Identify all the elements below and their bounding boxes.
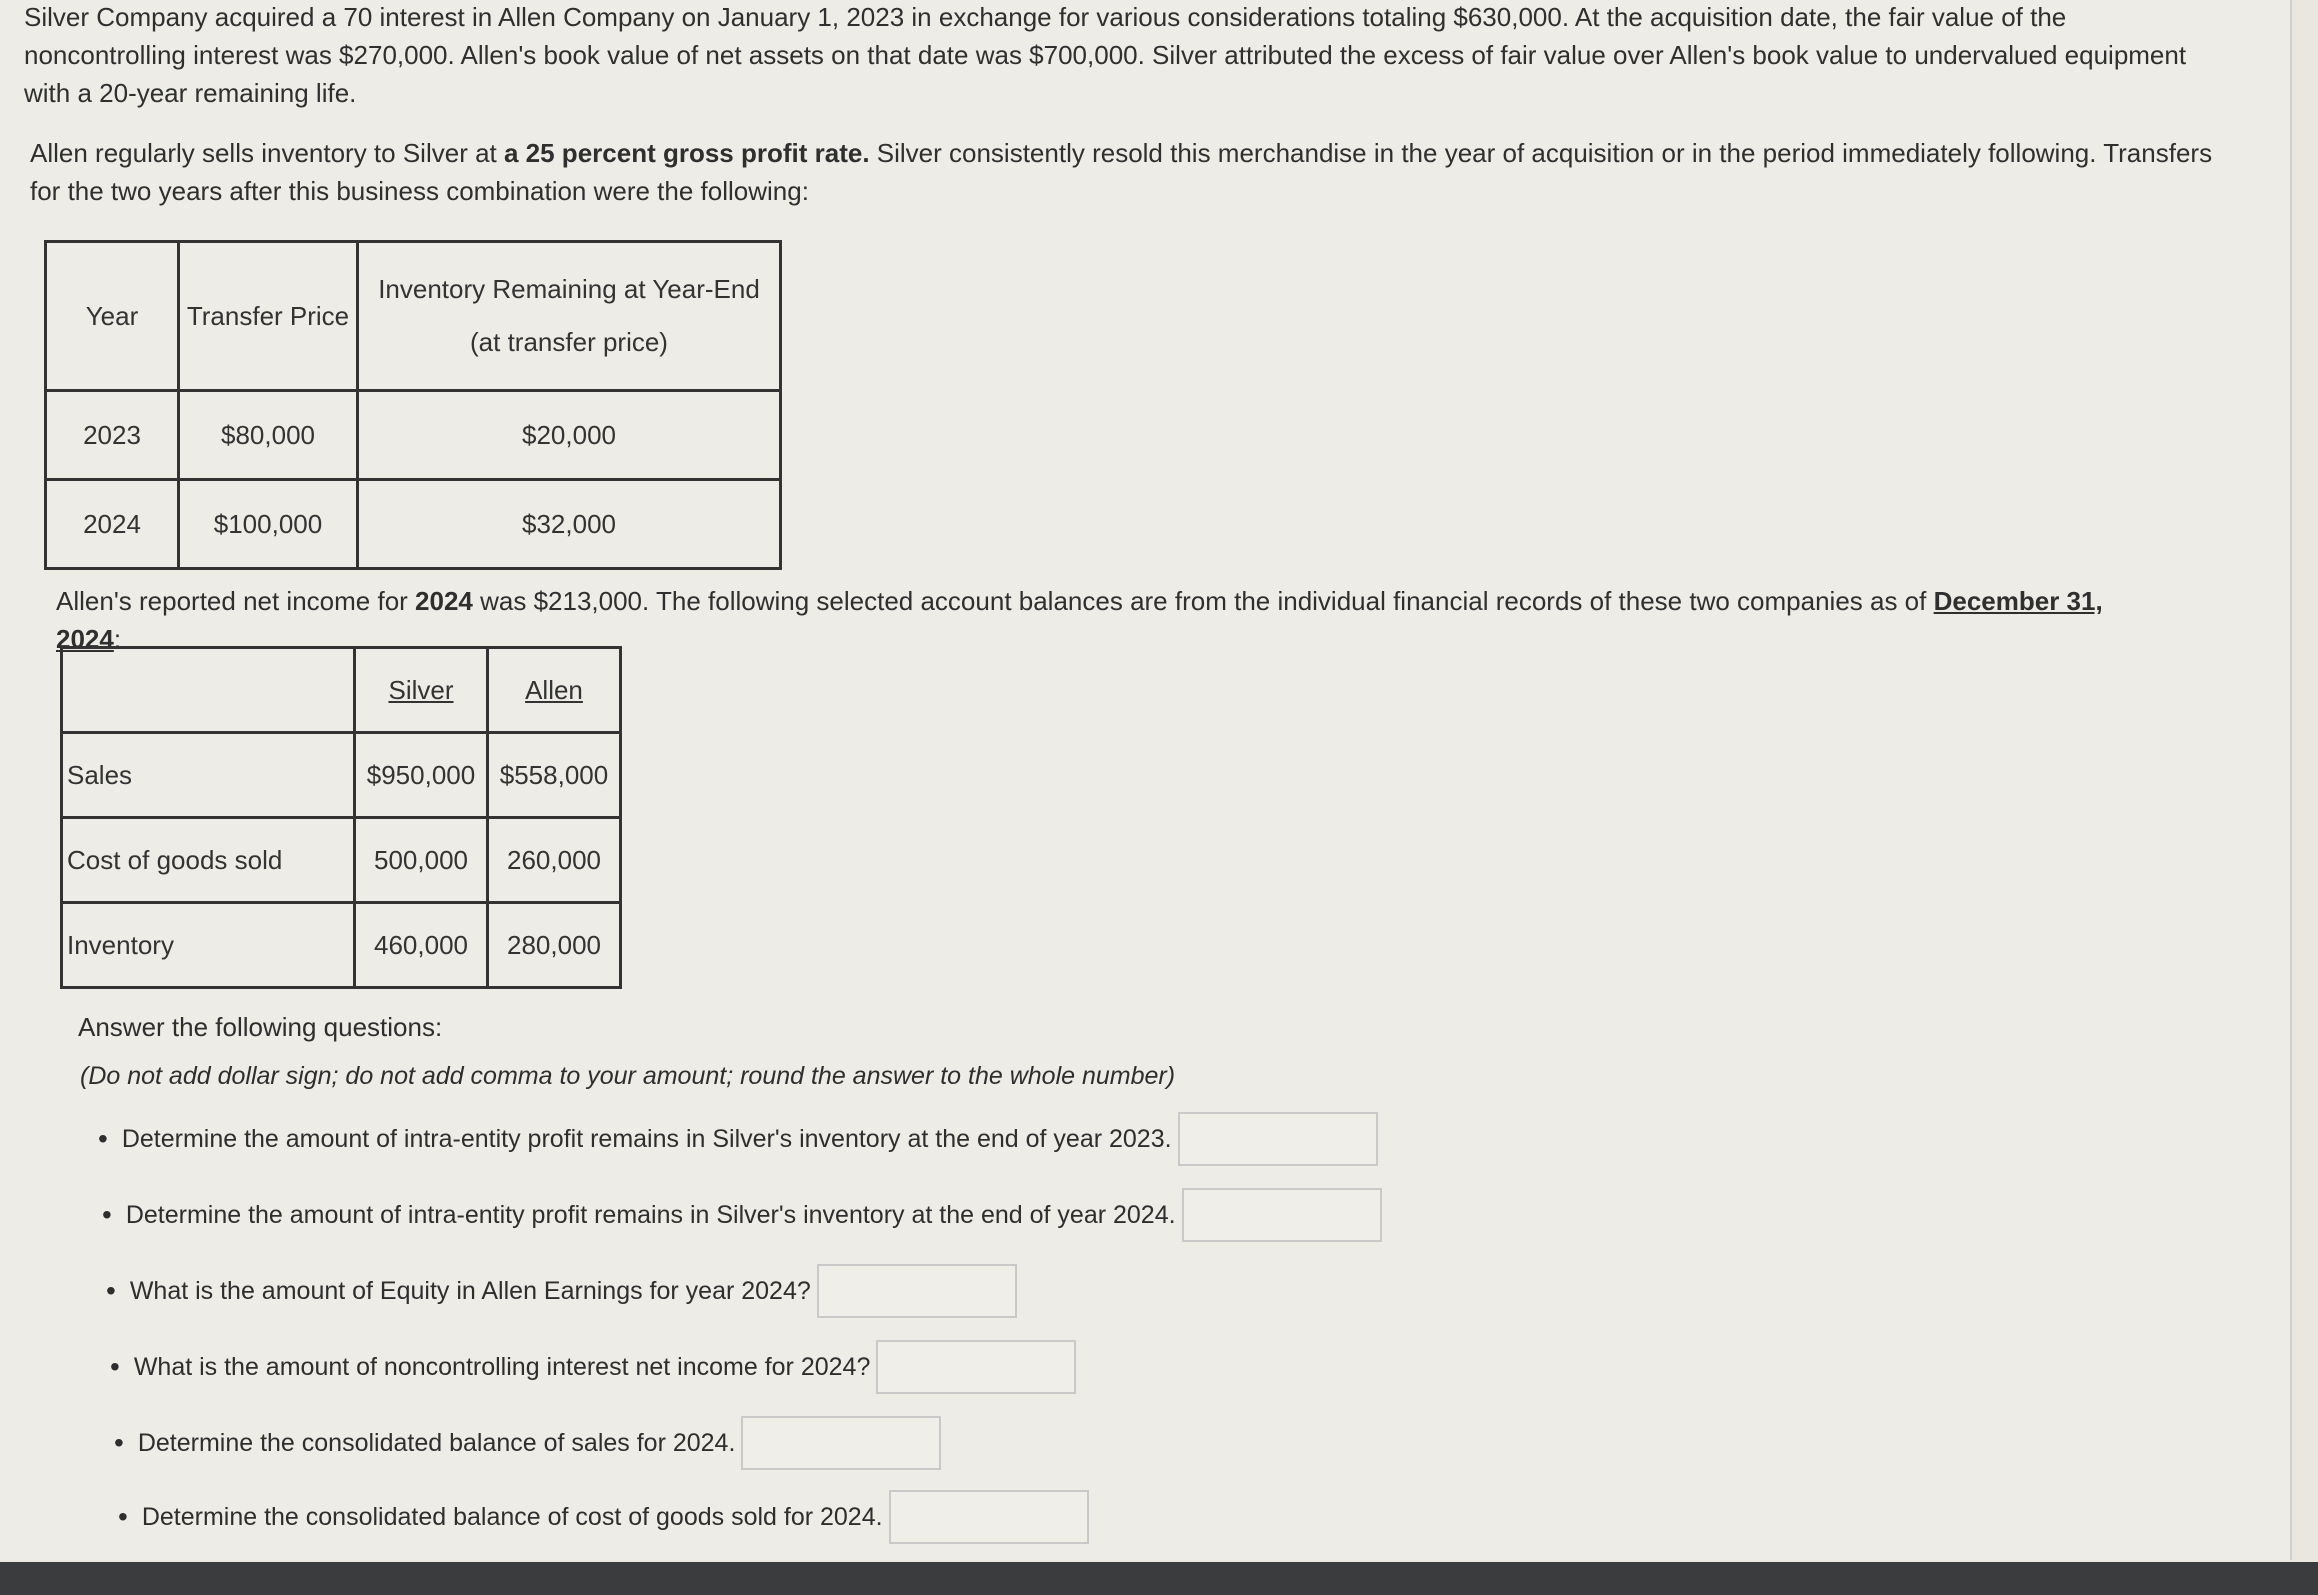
table-row [62,903,621,988]
question-2 [102,1188,1382,1242]
intro-paragraph-2 [30,134,2230,210]
answer-input-4[interactable] [876,1340,1076,1394]
intro-p2-text-after: Silver consistently resold this merchandise in the year of acquisition or in the period immediately following. Transfers for the two years after this business combination were the following: [30,138,2213,206]
net-income-text-after: : [113,624,122,654]
balance-date: December 31, 2024 [56,586,2103,654]
question-5 [114,1416,941,1470]
question-1 [98,1112,1378,1166]
question-6 [118,1490,1089,1544]
cell-account: Inventory [62,903,355,988]
answer-intro: Answer the following questions: [78,1012,443,1042]
bullet-icon: • [98,1123,108,1154]
table-row [46,480,781,569]
transfers-table [44,240,782,570]
cell-account: Sales [62,733,355,818]
cell-inventory-remaining: $32,000 [358,480,781,569]
header-year: Year [46,242,179,391]
header-silver [355,648,488,733]
net-income-year: 2024 [415,586,473,616]
table-row [62,733,621,818]
table-row [62,818,621,903]
cell-year: 2024 [46,480,179,569]
cell-year: 2023 [46,391,179,480]
cell-allen: 260,000 [488,818,621,903]
header-blank [62,648,355,733]
cell-silver: 460,000 [355,903,488,988]
cell-transfer-price: $80,000 [179,391,358,480]
cell-allen: 280,000 [488,903,621,988]
bullet-icon: • [106,1275,116,1306]
balances-table [60,646,622,989]
net-income-text-middle: was $213,000. The following selected account balances are from the individual financial records of these two companies as of [472,586,1934,616]
answer-input-6[interactable] [889,1490,1089,1544]
header-inventory-remaining-label: Inventory Remaining at Year-End [378,274,760,304]
net-income-text: Allen's reported net income for [56,586,416,616]
intro-paragraph-1: Silver Company acquired a 70 interest in Allen Company on January 1, 2023 in exchange for various considerations totaling $630,000. At the acquisition date, the fair value of the noncontrolling interest was $270,000. Allen's book value of net assets on that date was $700,000. Silver attributed the excess of fair value over Allen's book value to undervalued equipment with a 20-year remaining life. [24,2,2187,108]
intro-p2-text: Allen regularly sells inventory to Silver at [30,138,504,168]
transfers-table-header [46,242,781,391]
bullet-icon: • [102,1199,112,1230]
screen-bottom-bar [0,1562,2318,1595]
header-allen [488,648,621,733]
cell-inventory-remaining: $20,000 [358,391,781,480]
intro-p2-bold: a 25 percent gross profit rate. [503,138,870,168]
balances-table-header [62,648,621,733]
answer-input-3[interactable] [817,1264,1017,1318]
question-3 [106,1264,1017,1318]
answer-input-1[interactable] [1178,1112,1378,1166]
question-text: What is the amount of noncontrolling interest net income for 2024? [133,1352,871,1381]
header-silver-label: Silver [388,674,454,705]
bullet-icon: • [110,1351,120,1382]
cell-account: Cost of goods sold [62,818,355,903]
question-text: What is the amount of Equity in Allen Earnings for year 2024? [129,1276,811,1305]
header-inventory-remaining-sub: (at transfer price) [470,327,668,357]
bullet-icon: • [114,1427,124,1458]
cell-silver: 500,000 [355,818,488,903]
table-row [46,391,781,480]
answer-input-2[interactable] [1182,1188,1382,1242]
cell-transfer-price: $100,000 [179,480,358,569]
question-text: Determine the amount of intra-entity profit remains in Silver's inventory at the end of year 2024. [125,1200,1176,1229]
header-inventory-remaining [358,242,781,391]
answer-input-5[interactable] [741,1416,941,1470]
answer-instructions: (Do not add dollar sign; do not add comma to your amount; round the answer to the whole number) [80,1062,1176,1090]
cell-silver: $950,000 [355,733,488,818]
header-transfer-price: Transfer Price [179,242,358,391]
header-allen-label: Allen [525,674,583,705]
cell-allen: $558,000 [488,733,621,818]
question-4 [110,1340,1076,1394]
question-text: Determine the amount of intra-entity profit remains in Silver's inventory at the end of year 2023. [121,1124,1172,1153]
question-text: Determine the consolidated balance of sales for 2024. [137,1428,736,1457]
question-text: Determine the consolidated balance of cost of goods sold for 2024. [141,1502,883,1531]
bullet-icon: • [118,1501,128,1532]
